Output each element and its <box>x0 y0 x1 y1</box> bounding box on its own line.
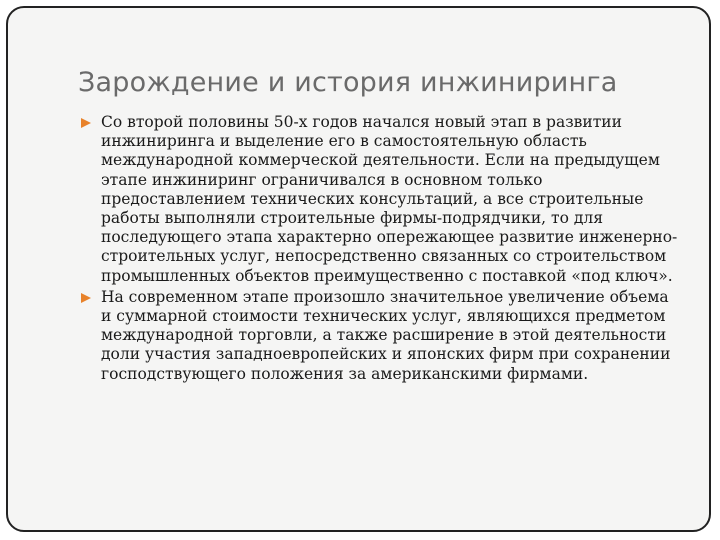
bullet-item <box>80 113 680 286</box>
slide-title: Зарождение и история инжиниринга <box>78 67 618 98</box>
triangle-bullet-icon <box>80 292 92 304</box>
bullet-list <box>80 113 680 386</box>
bullet-text: Со второй половины 50-х годов начался новый этап в развитии инжиниринга и выделение его в самостоятельную область международной коммерческой деятельности. Если на предыдущем этапе инжиниринг ограничивался в основном только предоставлением технических консультаций, а все строительные работы выполняли строительные фирмы-подрядчики, то для последующего этапа характерно опережающее развитие инженерно-строительных услуг, непосредственно связанных со строительством промышленных объектов преимущественно с поставкой «под ключ». <box>101 113 678 285</box>
bullet-item <box>80 288 680 384</box>
triangle-bullet-icon <box>80 117 92 129</box>
bullet-text: На современном этапе произошло значительное увеличение объема и суммарной стоимости технических услуг, являющихся предметом международной торговли, а также расширение в этой деятельности доли участия западноевропейских и японских фирм при сохранении господствующего положения за американскими фирмами. <box>101 287 671 383</box>
